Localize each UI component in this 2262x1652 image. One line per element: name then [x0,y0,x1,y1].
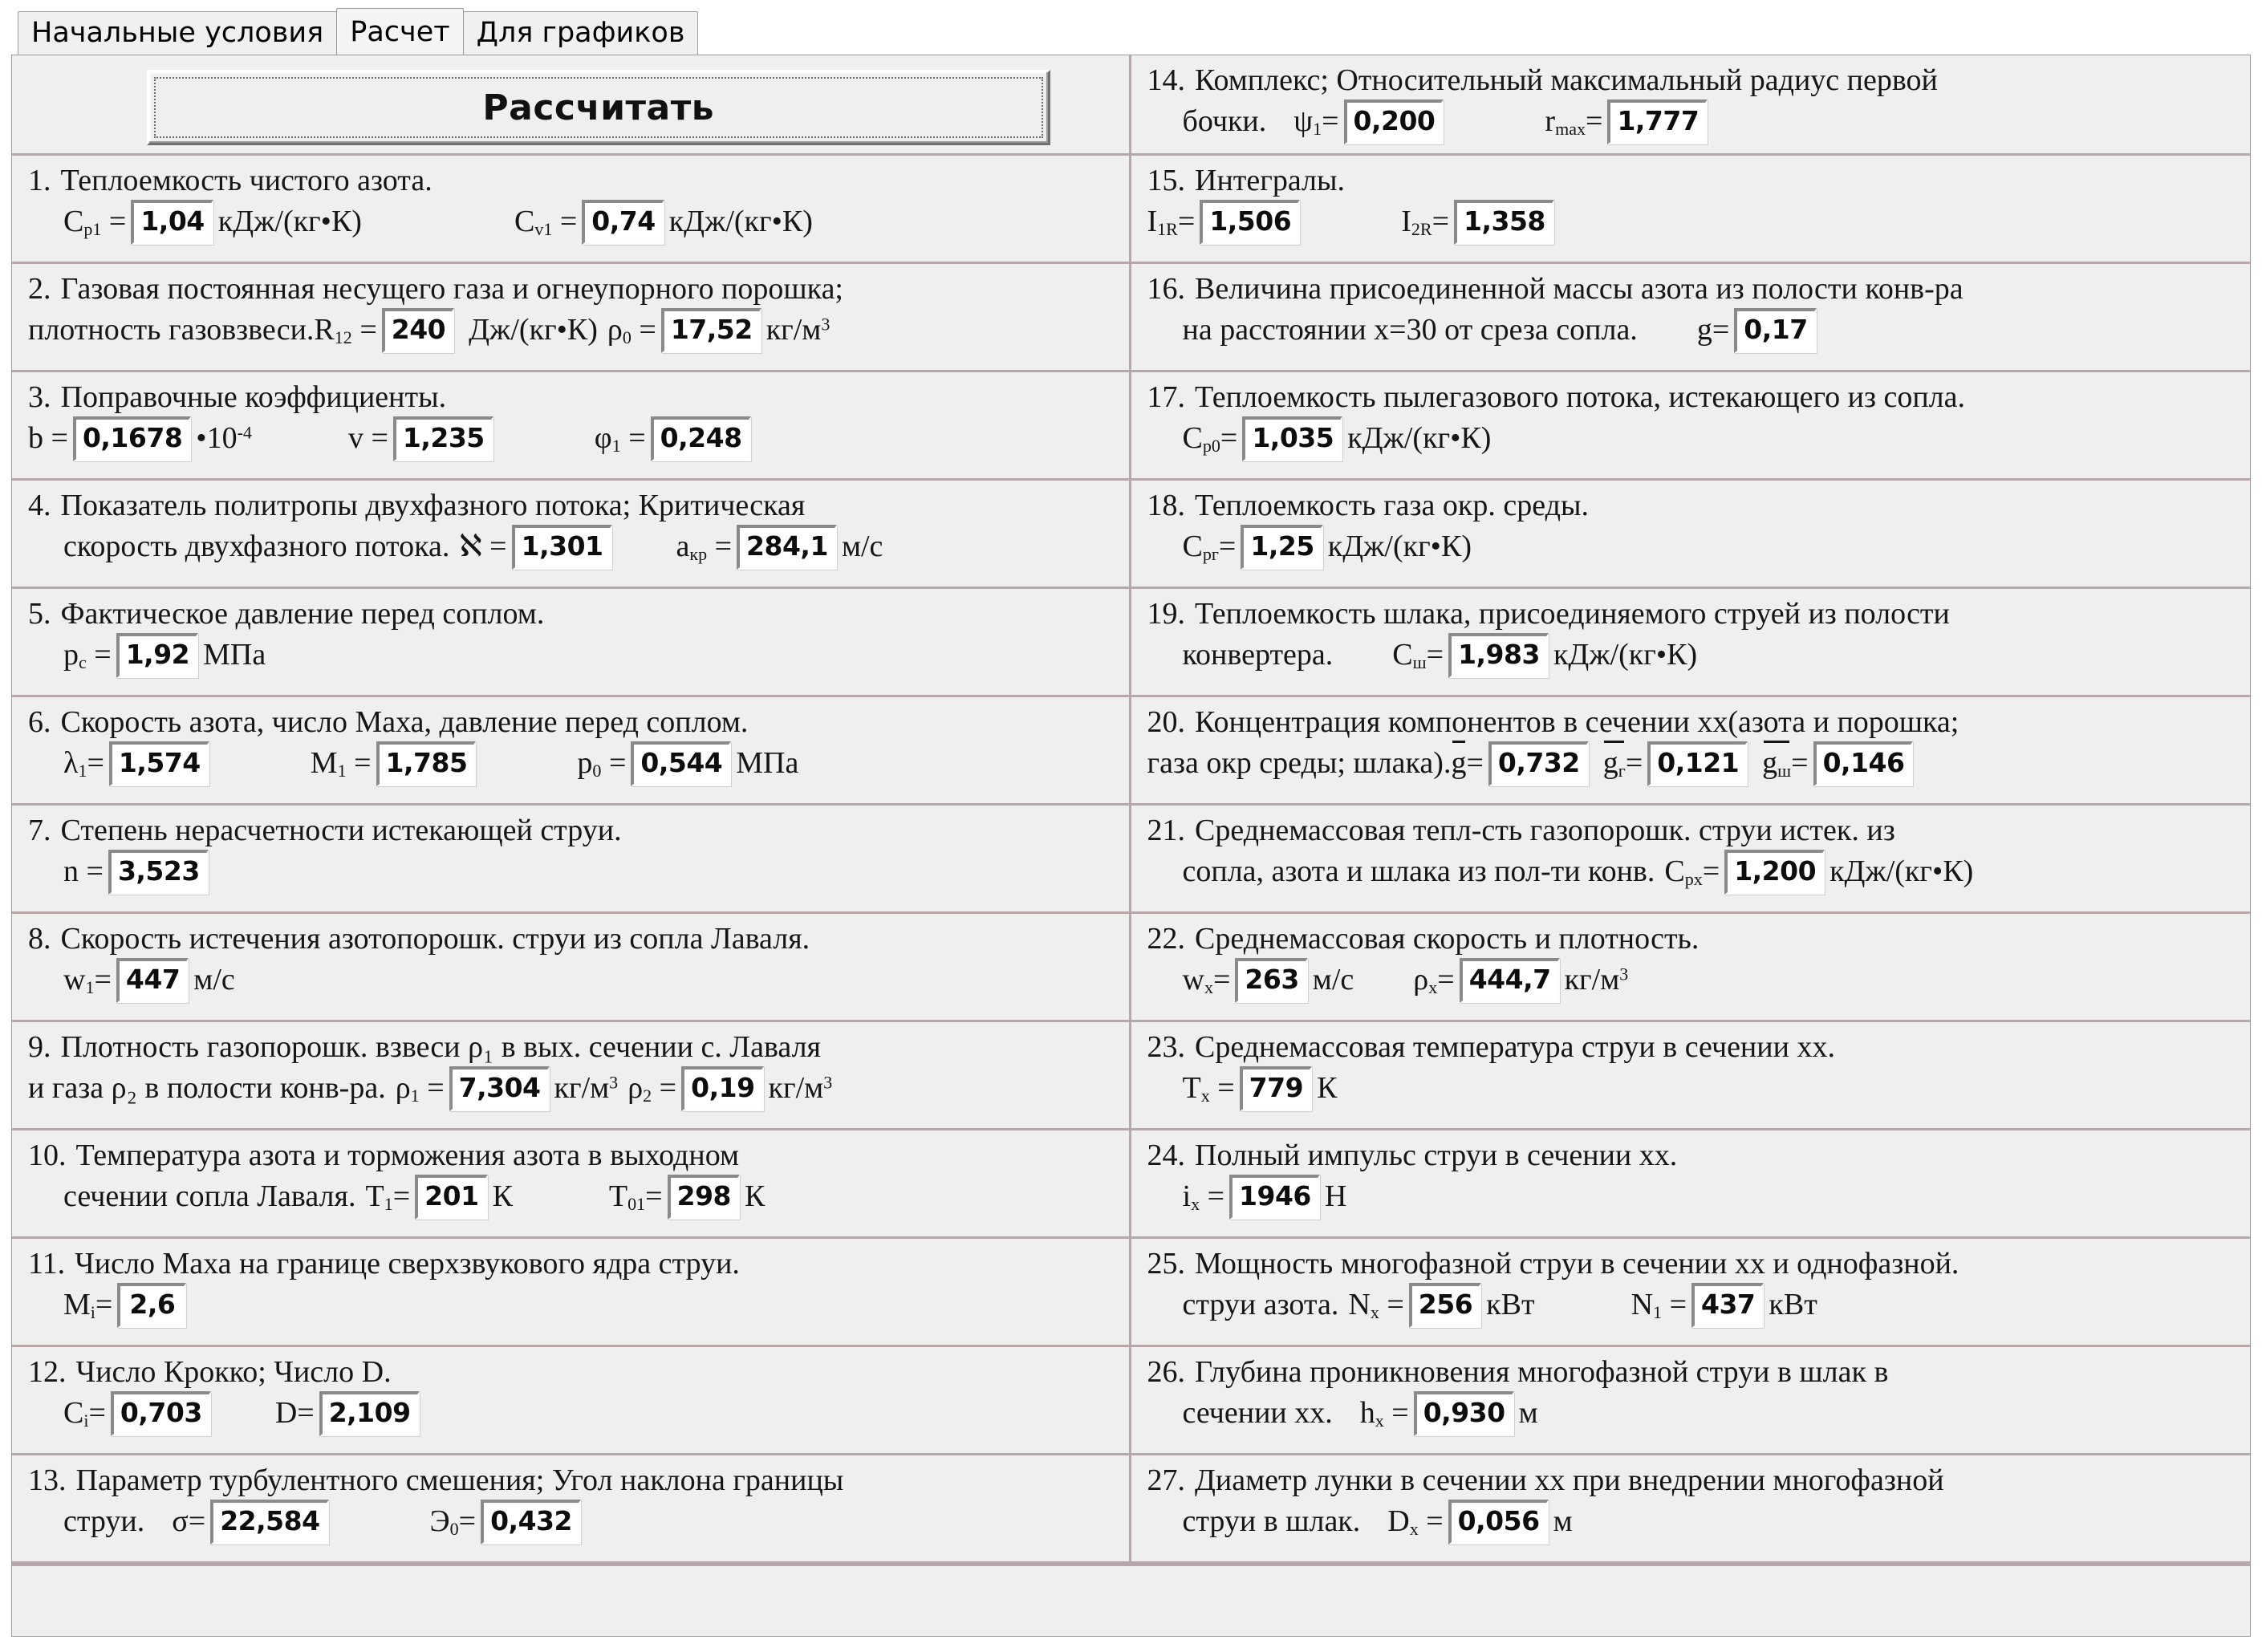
result-row-18 [1131,481,2251,589]
symbol-tx: $T_x$ = [1182,1070,1235,1106]
result-row-7 [12,806,1129,914]
field-t01[interactable]: 298 [668,1175,740,1220]
item-title: Глубина проникновения многофазной струи в шлак в [1195,1355,1889,1389]
field-e0[interactable]: 0,432 [481,1500,581,1544]
field-ix[interactable]: 1946 [1229,1175,1320,1220]
field-w1[interactable]: 447 [116,958,189,1003]
tab-label: Для графиков [476,16,685,49]
item-number: 23. [1147,1030,1185,1064]
unit-n1: кВт [1769,1288,1817,1322]
result-row-27 [1131,1455,2251,1564]
unit-dx: м [1553,1504,1573,1539]
right-results-column [1131,55,2251,1564]
item-number: 11. [28,1247,66,1281]
item-title-2: скорость двухфазного потока. [63,530,450,564]
symbol-r12: $R_{12}$ = [314,312,377,347]
symbol-g-mean: g [1451,746,1467,781]
field-nx[interactable]: 256 [1409,1283,1481,1328]
item-title-2: бочки. [1182,104,1267,139]
unit-cpr: кДж/(кг•К) [1327,530,1472,564]
item-title: Число Крокко; Число D. [75,1355,392,1389]
unit-akr: м/с [841,530,883,564]
field-kappa[interactable]: 1,301 [512,525,612,570]
symbol-i1r: $I_{1R}=$ [1147,204,1196,239]
symbol-g-slag: $g_ш$ [1762,745,1792,781]
symbol-b: b = [28,421,68,456]
unit-rho2: $кг/м^3$ [768,1071,833,1106]
symbol-w1: $w_1=$ [63,962,112,997]
panel-footer-strip [12,1564,2250,1637]
result-row-22 [1131,914,2251,1022]
field-gg[interactable]: 0,121 [1647,741,1748,786]
item-number: 1. [28,164,51,197]
result-row-5 [12,589,1129,697]
field-gsh[interactable]: 0,146 [1813,741,1914,786]
result-row-15 [1131,156,2251,264]
item-number: 15. [1147,164,1185,197]
symbol-i2r: $I_{2R}=$ [1401,204,1450,239]
item-title-2: сечении хх. [1182,1396,1333,1431]
unit-rho0: $кг/м^3$ [766,313,830,347]
result-row-6 [12,697,1129,806]
field-rho2[interactable]: 0,19 [681,1066,763,1111]
field-rhox[interactable]: 444,7 [1460,958,1560,1003]
item-title-2: сопла, азота и шлака из пол-ти конв. [1182,854,1655,889]
item-number: 16. [1147,272,1185,306]
result-row-24 [1131,1130,2251,1239]
symbol-m1: $M_1$ = [310,745,372,781]
unit-cp1: кДж/(кг•К) [217,205,362,239]
field-p0[interactable]: 0,544 [631,741,731,786]
field-csh[interactable]: 1,983 [1448,633,1549,678]
left-results-column [12,55,1131,1564]
item-number: 27. [1147,1463,1185,1497]
symbol-v: v = [347,421,388,456]
symbol-rho0: $\rho_0$ = [607,312,656,347]
item-title: Температура азота и торможения азота в выходном [75,1139,740,1172]
unit-tx: К [1317,1071,1338,1106]
symbol-csh: $C_ш=$ [1392,637,1444,672]
item-title: Диаметр лунки в сечении хх при внедрении многофазной [1195,1463,1944,1497]
item-title: Поправочные коэффициенты. [60,380,447,414]
symbol-ci: $C_i=$ [63,1395,106,1431]
unit-wx: м/с [1312,963,1354,997]
result-row-20: 20. Концентрация компонентов в сечении хх(азота и порошка; газа окр среды; шлака). g = 0,732 $g_г$ = 0,121 $g_ш$ = 0,146 [1131,697,2251,806]
result-row-12 [12,1347,1129,1455]
symbol-wx: $w_x=$ [1182,962,1231,997]
field-hx[interactable]: 0,930 [1414,1391,1514,1436]
field-g[interactable]: 0,732 [1488,741,1589,786]
item-number: 20. [1147,705,1185,739]
item-title: Степень нерасчетности истекающей струи. [60,814,622,847]
symbol-sigma: σ= [172,1504,206,1539]
result-row-1 [12,156,1129,264]
calculate-button-label: Рассчитать [482,87,715,128]
result-row-3 [12,372,1129,481]
tab-label: Начальные условия [31,16,324,49]
unit-t1: К [492,1179,513,1214]
field-dx[interactable]: 0,056 [1448,1500,1549,1544]
field-wx[interactable]: 263 [1235,958,1307,1003]
calculation-panel [11,55,2251,1637]
item-title: Теплоемкость пылегазового потока, истекающего из сопла. [1195,380,1966,414]
item-number: 18. [1147,489,1185,522]
results-grid [12,55,2250,1564]
field-cpr[interactable]: 1,25 [1241,525,1322,570]
symbol-rhox: $\rho_x=$ [1413,962,1455,997]
result-row-11 [12,1239,1129,1347]
field-phi1[interactable]: 0,248 [651,416,751,461]
item-title: Число Маха на границе сверхзвукового ядра струи. [75,1247,740,1281]
unit-ix: Н [1324,1179,1347,1214]
symbol-e0: $Э_0=$ [429,1504,477,1539]
field-rmax[interactable]: 1,777 [1607,99,1708,144]
symbol-mi: $M_i=$ [63,1287,113,1322]
result-row-23 [1131,1022,2251,1130]
field-v[interactable]: 1,235 [393,416,493,461]
field-sigma[interactable]: 22,584 [210,1500,328,1544]
calculate-row [12,55,1129,156]
field-r12[interactable]: 240 [382,308,454,353]
item-number: 22. [1147,922,1185,956]
item-number: 25. [1147,1247,1185,1281]
symbol-akr: $a_{кр}$ = [676,529,733,564]
result-row-13 [12,1455,1129,1564]
item-title: Интегралы. [1195,164,1346,197]
symbol-dx: $D_x$ = [1387,1504,1444,1539]
unit-rhox: $кг/м^3$ [1564,963,1629,997]
tab-calculation[interactable] [336,8,463,55]
item-number: 19. [1147,597,1185,631]
field-d[interactable]: 2,109 [319,1391,420,1436]
field-mi[interactable]: 2,6 [117,1283,186,1328]
field-t1[interactable]: 201 [415,1175,487,1220]
calculate-button[interactable] [147,70,1050,145]
field-cpx[interactable]: 1,200 [1724,850,1825,895]
symbol-rho1: $\rho_1$ = [395,1070,445,1106]
result-row-14 [1131,55,2251,156]
result-row-2 [12,264,1129,372]
item-number: 12. [28,1355,67,1389]
symbol-rho2: $\rho_2$ = [627,1070,677,1106]
unit-t01: К [745,1179,766,1214]
item-number: 3. [28,380,51,414]
field-lambda1[interactable]: 1,574 [109,741,209,786]
unit-cv1: кДж/(кг•К) [668,205,813,239]
field-rho0[interactable]: 17,52 [661,308,761,353]
item-number: 24. [1147,1139,1185,1172]
item-title-2: струи в шлак. [1182,1504,1361,1539]
unit-rho1: $кг/м^3$ [554,1071,619,1106]
symbol-d: D= [274,1396,315,1431]
symbol-ix: $i_x$ = [1182,1179,1225,1214]
symbol-n1: $N_1$ = [1631,1287,1687,1322]
item-number: 8. [28,922,51,956]
item-number: 7. [28,814,51,847]
item-title: Плотность газопорошк. взвеси ρ₁ в вых. сечении с. Лаваля [60,1030,822,1064]
item-title-2: струи азота. [1182,1288,1339,1322]
result-row-9 [12,1022,1129,1130]
item-number: 10. [28,1139,67,1172]
field-psi1[interactable]: 0,200 [1344,99,1444,144]
result-row-25 [1131,1239,2251,1347]
field-pc[interactable]: 1,92 [116,633,198,678]
item-title-2: струи. [63,1504,145,1539]
field-m1[interactable]: 1,785 [376,741,477,786]
item-title: Среднемассовая температура струи в сечении хх. [1195,1030,1835,1064]
item-number: 14. [1147,63,1185,97]
symbol-rmax: $r_{max}=$ [1545,104,1603,139]
item-title: Среднемассовая скорость и плотность. [1195,922,1700,956]
symbol-nx: $N_x$ = [1348,1287,1404,1322]
tab-for-graphs[interactable] [463,11,699,55]
unit-cp0: кДж/(кг•К) [1347,421,1492,456]
item-title: Параметр турбулентного смешения; Угол наклона границы [75,1463,844,1497]
item-number: 5. [28,597,51,631]
item-title: Теплоемкость чистого азота. [60,164,433,197]
item-title: Скорость азота, число Маха, давление перед соплом. [60,705,749,739]
unit-r12: Дж/(кг•К) [469,313,598,347]
item-title-2: плотность газовзвеси. [28,313,315,347]
field-i1r[interactable]: 1,506 [1200,200,1300,245]
item-title-2: на расстоянии x=30 от среза сопла. [1182,313,1638,347]
symbol-pc: $p_с$ = [63,637,112,672]
symbol-cpr: $C_{pг}=$ [1182,529,1237,564]
unit-p0: МПа [736,746,799,781]
unit-pc: МПа [203,638,266,672]
symbol-p0: $p_0$ = [577,745,627,781]
symbol-t01: $T_{01}=$ [608,1179,663,1214]
item-number: 26. [1147,1355,1185,1389]
symbol-hx: $h_x$ = [1359,1395,1409,1431]
item-number: 6. [28,705,51,739]
symbol-lambda1: $\lambda_1=$ [63,745,104,781]
field-b[interactable]: 0,1678 [73,416,191,461]
result-row-16 [1131,264,2251,372]
tab-initial-conditions[interactable] [18,11,337,55]
field-i2r[interactable]: 1,358 [1454,200,1554,245]
field-akr[interactable]: 284,1 [737,525,837,570]
symbol-psi1: $\psi_1=$ [1293,104,1339,139]
tab-bar [0,0,2262,55]
field-ci[interactable]: 0,703 [111,1391,211,1436]
field-cv1[interactable]: 0,74 [582,200,664,245]
symbol-cpx: $C_{px}=$ [1664,854,1720,889]
item-title-2: конвертера. [1182,638,1334,672]
item-title: Концентрация компонентов в сечении хх(азота и порошка; [1195,705,1959,739]
unit-nx: кВт [1486,1288,1535,1322]
symbol-g-gas: $g_г$ [1602,745,1626,781]
result-row-10 [12,1130,1129,1239]
symbol-g: g= [1696,313,1730,347]
unit-w1: м/с [193,963,235,997]
result-row-21 [1131,806,2251,914]
field-cp1[interactable]: 1,04 [131,200,213,245]
field-cp0[interactable]: 1,035 [1242,416,1342,461]
item-title: Показатель политропы двухфазного потока; Критическая [60,489,806,522]
field-rho1[interactable]: 7,304 [449,1066,550,1111]
item-title: Теплоемкость газа окр. среды. [1195,489,1589,522]
item-title: Газовая постоянная несущего газа и огнеупорного порошка; [60,272,843,306]
symbol-phi1: $\varphi_1$ = [594,420,646,456]
item-title: Величина присоединенной массы азота из полости конв-ра [1195,272,1964,306]
item-title: Мощность многофазной струи в сечении хх и однофазной. [1195,1247,1959,1281]
item-title-2: и газа ρ₂ в полости конв-ра. [28,1071,386,1106]
item-title: Фактическое давление перед соплом. [60,597,545,631]
unit-cpx: кДж/(кг•К) [1829,854,1974,889]
result-row-17 [1131,372,2251,481]
result-row-19 [1131,589,2251,697]
symbol-cp0: $C_{p0}=$ [1182,420,1238,456]
item-title-2: сечении сопла Лаваля. [63,1179,356,1214]
unit-csh: кДж/(кг•К) [1553,638,1698,672]
item-number: 2. [28,272,51,306]
item-title: Теплоемкость шлака, присоединяемого струей из полости [1195,597,1950,631]
item-number: 21. [1147,814,1185,847]
field-g16[interactable]: 0,17 [1734,308,1816,353]
item-title: Среднемассовая тепл-сть газопорошк. струи истек. из [1195,814,1895,847]
item-title: Полный импульс струи в сечении хх. [1195,1139,1678,1172]
item-title-2: газа окр среды; шлака). [1147,746,1452,781]
field-tx[interactable]: 779 [1240,1066,1312,1111]
symbol-t1: $T_1=$ [365,1179,411,1214]
symbol-cp1: $C_{p1}$ = [63,204,127,239]
result-row-4 [12,481,1129,589]
field-n[interactable]: 3,523 [108,850,209,895]
unit-b: $•10^{-4}$ [196,421,252,456]
field-n1[interactable]: 437 [1691,1283,1764,1328]
result-row-8 [12,914,1129,1022]
item-number: 13. [28,1463,67,1497]
item-number: 4. [28,489,51,522]
tab-label: Расчет [350,15,450,48]
symbol-cv1: $C_{v1}$ = [514,204,578,239]
item-number: 9. [28,1030,51,1064]
unit-hx: м [1518,1396,1538,1431]
item-title: Комплекс; Относительный максимальный радиус первой [1195,63,1938,97]
item-title: Скорость истечения азотопорошк. струи из сопла Лаваля. [60,922,810,956]
item-number: 17. [1147,380,1185,414]
symbol-kappa: ℵ = [459,530,507,564]
symbol-n: n = [63,854,104,889]
result-row-26 [1131,1347,2251,1455]
